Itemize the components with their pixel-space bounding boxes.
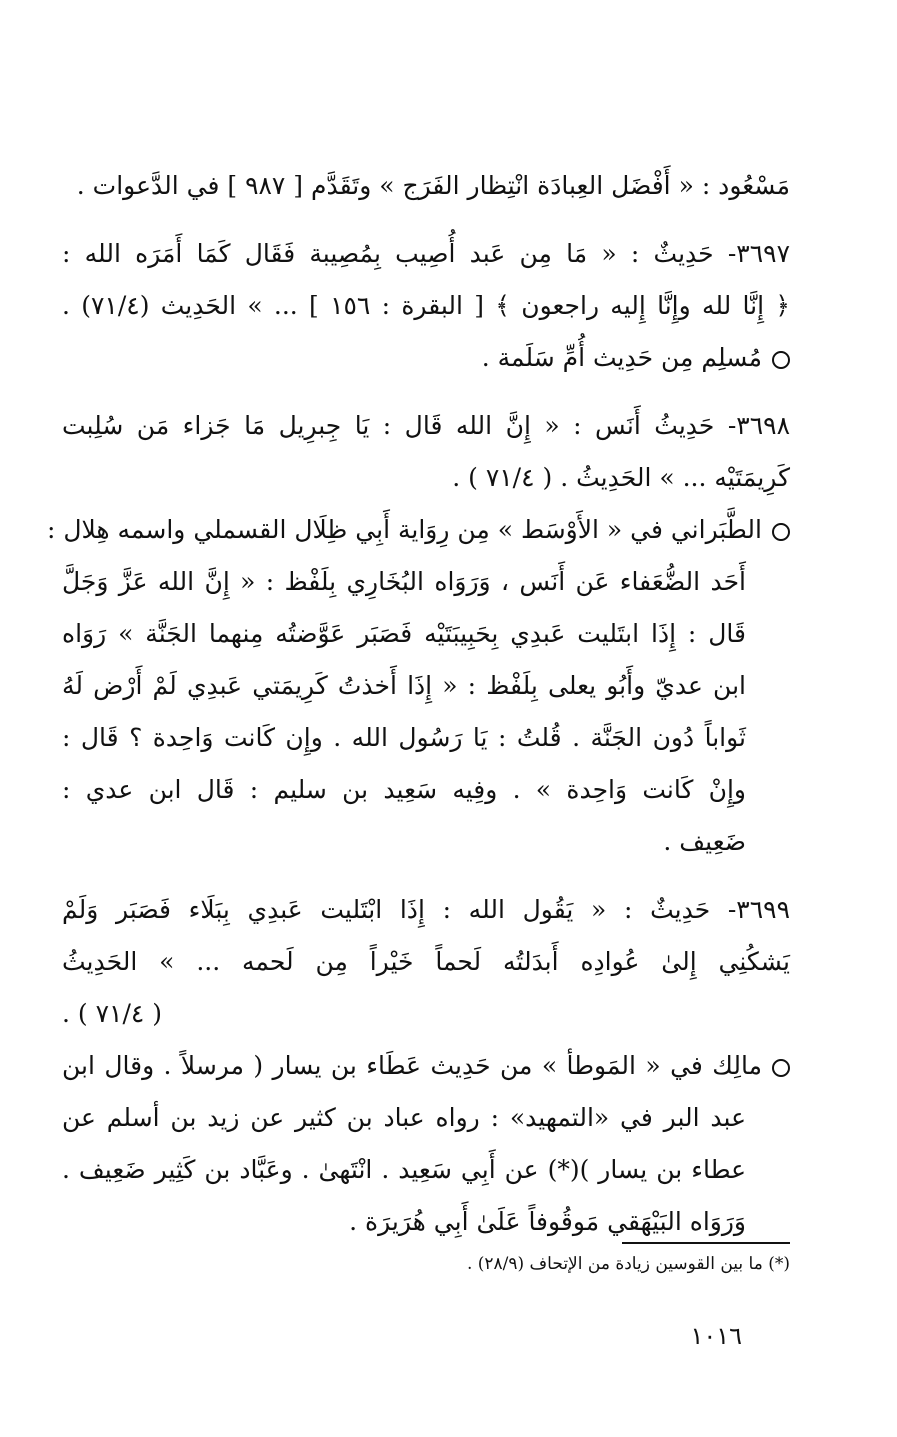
circle-bullet-icon <box>772 1059 790 1077</box>
text-line: ﴿ إِنَّا لله وإِنَّا إِليه راجعون ﴾ [ البقرة : ١٥٦ ] ... » الحَدِيث (٧١/٤) . <box>62 291 790 320</box>
page-number: ١٠١٦ <box>690 1322 742 1350</box>
text-line: عبد البر في «التمهيد» : رواه عباد بن كثير عن زيد بن أسلم عن <box>62 1103 746 1132</box>
circle-bullet-icon <box>772 523 790 541</box>
page-body <box>46 160 790 1248</box>
takhrij-line: مُسلِم مِن حَدِيث أُمِّ سَلَمة . <box>62 332 790 384</box>
text-line: عطاء بن يسار )(*) عن أَبِي سَعِيد . انْتَهىٰ . وعَبَّاد بن كَثِير ضَعِيف . <box>62 1155 746 1184</box>
text-line: ضَعِيف . <box>663 827 746 856</box>
text-line: ( ٧١/٤ ) . <box>62 999 163 1028</box>
text-line: أَحَد الضُّعَفاء عَن أَنَس ، وَرَوَاه البُخَارِي بِلَفْظ : « إِنَّ الله عَزَّ وَجَلَّ <box>62 567 746 596</box>
circle-bullet-icon <box>772 351 790 369</box>
text-line: وَرَوَاه البَيْهَقي مَوقُوفاً عَلَىٰ أَبِي هُرَيرَة . <box>349 1207 746 1236</box>
text-line: مَسْعُود : « أَفْضَل العِبادَة انْتِظار الفَرَج » وتَقَدَّم [ ٩٨٧ ] في الدَّعوات . <box>76 171 790 200</box>
takhrij-line: الطَّبَراني في « الأَوْسَط » مِن رِوَاية أَبِي ظِلَال القسملي واسمه هِلال : <box>62 504 790 556</box>
footnote: (*) ما بين القوسين زيادة من الإتحاف (٢٨/٩) . <box>466 1254 790 1274</box>
text-line: يَشكُنِي إِلىٰ عُوادِه أَبدَلتُه لَحماً خَيْراً مِن لَحمه ... » الحَدِيثُ <box>62 947 790 976</box>
hadith-heading-3699: ٣٦٩٩- حَدِيثٌ : « يَقُول الله : إِذَا ابْتَليت عَبدِي بِبَلَاء فَصَبَر وَلَمْ <box>62 895 790 924</box>
text-line: كَرِيمَتَيْه ... » الحَدِيثُ . ( ٧١/٤ ) . <box>452 463 790 492</box>
footnote-separator <box>622 1242 790 1244</box>
hadith-heading-3698: ٣٦٩٨- حَدِيثُ أَنَس : « إِنَّ الله قَال : يَا جِبرِيل مَا جَزاء مَن سُلِبت <box>62 411 790 440</box>
text-line: قَال : إِذَا ابتَليت عَبدِي بِحَبِيبَتَيْه فَصَبَر عَوَّضتُه مِنهما الجَنَّة » رَوَاه <box>62 619 746 648</box>
hadith-heading-3697: ٣٦٩٧- حَدِيثٌ : « مَا مِن عَبد أُصِيب بِمُصِيبة فَقَال كَمَا أَمَرَه الله : <box>62 239 790 268</box>
text-line: وإِنْ كَانت وَاحِدة » . وفِيه سَعِيد بن سليم : قَال ابن عدي : <box>62 775 746 804</box>
text-line: ثَواباً دُون الجَنَّة . قُلتُ : يَا رَسُول الله . وإِن كَانت وَاحِدة ؟ قَال : <box>62 723 746 752</box>
takhrij-line: مالِك في « المَوطأ » من حَدِيث عَطَاء بن يسار ( مرسلاً . وقال ابن <box>62 1040 790 1092</box>
text-line: ابن عديّ وأَبُو يعلى بِلَفْظ : « إِذَا أَخذتُ كَرِيمَتي عَبدِي لَمْ أَرْض لَهُ <box>62 671 746 700</box>
